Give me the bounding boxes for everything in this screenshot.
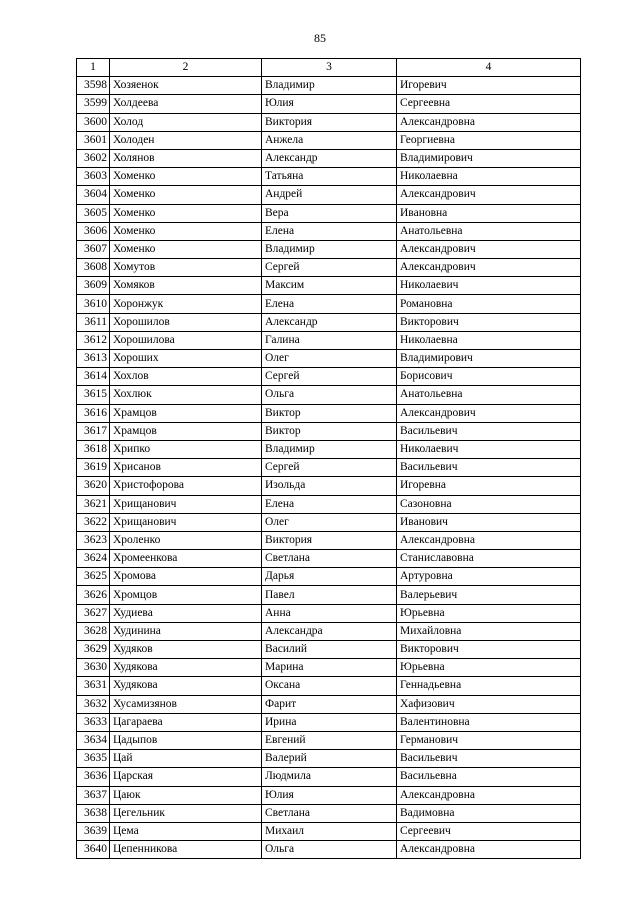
patronymic-cell: Николаевна [397, 168, 581, 186]
names-table [76, 58, 581, 859]
surname-cell: Хохлюк [110, 386, 262, 404]
table-row [77, 841, 581, 859]
first-name-cell: Павел [262, 586, 397, 604]
surname-cell: Храмцов [110, 404, 262, 422]
surname-cell: Хоменко [110, 240, 262, 258]
patronymic-cell: Николаевич [397, 440, 581, 458]
patronymic-cell: Владимирович [397, 149, 581, 167]
surname-cell: Худякова [110, 659, 262, 677]
table-row [77, 768, 581, 786]
first-name-cell: Олег [262, 350, 397, 368]
row-number-cell: 3634 [77, 731, 110, 749]
first-name-cell: Виктор [262, 422, 397, 440]
row-number-cell: 3611 [77, 313, 110, 331]
surname-cell: Цай [110, 750, 262, 768]
table-row [77, 622, 581, 640]
row-number-cell: 3619 [77, 459, 110, 477]
patronymic-cell: Станиславовна [397, 550, 581, 568]
row-number-cell: 3605 [77, 204, 110, 222]
table-row [77, 677, 581, 695]
first-name-cell: Вера [262, 204, 397, 222]
table-row [77, 586, 581, 604]
row-number-cell: 3601 [77, 131, 110, 149]
header-row [77, 59, 581, 77]
patronymic-cell: Николаевна [397, 331, 581, 349]
patronymic-cell: Васильевич [397, 750, 581, 768]
surname-cell: Худяков [110, 641, 262, 659]
surname-cell: Цегельник [110, 804, 262, 822]
first-name-cell: Анна [262, 604, 397, 622]
first-name-cell: Юлия [262, 95, 397, 113]
table-row [77, 440, 581, 458]
surname-cell: Храмцов [110, 422, 262, 440]
table-row [77, 422, 581, 440]
surname-cell: Цема [110, 822, 262, 840]
surname-cell: Хрищанович [110, 513, 262, 531]
row-number-cell: 3614 [77, 368, 110, 386]
column-header-4: 4 [397, 59, 581, 77]
patronymic-cell: Викторович [397, 641, 581, 659]
first-name-cell: Галина [262, 331, 397, 349]
surname-cell: Хромцов [110, 586, 262, 604]
patronymic-cell: Васильевич [397, 459, 581, 477]
patronymic-cell: Александрович [397, 404, 581, 422]
table-row [77, 477, 581, 495]
table-row [77, 222, 581, 240]
row-number-cell: 3628 [77, 622, 110, 640]
first-name-cell: Александр [262, 313, 397, 331]
row-number-cell: 3599 [77, 95, 110, 113]
surname-cell: Цагараева [110, 713, 262, 731]
table-row [77, 350, 581, 368]
row-number-cell: 3623 [77, 531, 110, 549]
surname-cell: Хромова [110, 568, 262, 586]
patronymic-cell: Александровна [397, 531, 581, 549]
surname-cell: Хомутов [110, 259, 262, 277]
first-name-cell: Юлия [262, 786, 397, 804]
patronymic-cell: Юрьевна [397, 659, 581, 677]
patronymic-cell: Викторович [397, 313, 581, 331]
row-number-cell: 3615 [77, 386, 110, 404]
surname-cell: Хрисанов [110, 459, 262, 477]
table-row [77, 695, 581, 713]
row-number-cell: 3632 [77, 695, 110, 713]
table-row [77, 822, 581, 840]
surname-cell: Хусамизянов [110, 695, 262, 713]
first-name-cell: Светлана [262, 550, 397, 568]
first-name-cell: Елена [262, 222, 397, 240]
first-name-cell: Изольда [262, 477, 397, 495]
first-name-cell: Ирина [262, 713, 397, 731]
table-row [77, 295, 581, 313]
patronymic-cell: Геннадьевна [397, 677, 581, 695]
first-name-cell: Владимир [262, 240, 397, 258]
table-row [77, 641, 581, 659]
patronymic-cell: Михайловна [397, 622, 581, 640]
patronymic-cell: Валентиновна [397, 713, 581, 731]
surname-cell: Хохлов [110, 368, 262, 386]
table-row [77, 131, 581, 149]
row-number-cell: 3637 [77, 786, 110, 804]
surname-cell: Христофорова [110, 477, 262, 495]
row-number-cell: 3627 [77, 604, 110, 622]
patronymic-cell: Романовна [397, 295, 581, 313]
row-number-cell: 3629 [77, 641, 110, 659]
first-name-cell: Евгений [262, 731, 397, 749]
table-row [77, 786, 581, 804]
first-name-cell: Фарит [262, 695, 397, 713]
first-name-cell: Оксана [262, 677, 397, 695]
first-name-cell: Ольга [262, 841, 397, 859]
row-number-cell: 3622 [77, 513, 110, 531]
table-row [77, 550, 581, 568]
first-name-cell: Ольга [262, 386, 397, 404]
first-name-cell: Анжела [262, 131, 397, 149]
row-number-cell: 3621 [77, 495, 110, 513]
first-name-cell: Дарья [262, 568, 397, 586]
patronymic-cell: Анатольевна [397, 386, 581, 404]
first-name-cell: Андрей [262, 186, 397, 204]
patronymic-cell: Юрьевна [397, 604, 581, 622]
surname-cell: Цадыпов [110, 731, 262, 749]
table-row [77, 659, 581, 677]
table-row [77, 513, 581, 531]
patronymic-cell: Вадимовна [397, 804, 581, 822]
row-number-cell: 3635 [77, 750, 110, 768]
first-name-cell: Татьяна [262, 168, 397, 186]
surname-cell: Хроленко [110, 531, 262, 549]
patronymic-cell: Владимирович [397, 350, 581, 368]
patronymic-cell: Васильевна [397, 768, 581, 786]
row-number-cell: 3606 [77, 222, 110, 240]
row-number-cell: 3607 [77, 240, 110, 258]
row-number-cell: 3624 [77, 550, 110, 568]
row-number-cell: 3609 [77, 277, 110, 295]
patronymic-cell: Валерьевич [397, 586, 581, 604]
surname-cell: Хомяков [110, 277, 262, 295]
patronymic-cell: Артуровна [397, 568, 581, 586]
first-name-cell: Александра [262, 622, 397, 640]
table-row [77, 331, 581, 349]
patronymic-cell: Георгиевна [397, 131, 581, 149]
first-name-cell: Сергей [262, 459, 397, 477]
row-number-cell: 3613 [77, 350, 110, 368]
table-row [77, 77, 581, 95]
table-row [77, 240, 581, 258]
row-number-cell: 3638 [77, 804, 110, 822]
table-row [77, 186, 581, 204]
surname-cell: Холянов [110, 149, 262, 167]
row-number-cell: 3603 [77, 168, 110, 186]
first-name-cell: Виктория [262, 113, 397, 131]
row-number-cell: 3610 [77, 295, 110, 313]
patronymic-cell: Александрович [397, 240, 581, 258]
row-number-cell: 3600 [77, 113, 110, 131]
table-row [77, 95, 581, 113]
column-header-1: 1 [77, 59, 110, 77]
patronymic-cell: Игоревна [397, 477, 581, 495]
table-row [77, 713, 581, 731]
patronymic-cell: Николаевич [397, 277, 581, 295]
table-row [77, 568, 581, 586]
surname-cell: Хоменко [110, 168, 262, 186]
first-name-cell: Елена [262, 495, 397, 513]
row-number-cell: 3626 [77, 586, 110, 604]
surname-cell: Худякова [110, 677, 262, 695]
table-row [77, 750, 581, 768]
row-number-cell: 3604 [77, 186, 110, 204]
patronymic-cell: Борисович [397, 368, 581, 386]
patronymic-cell: Александровна [397, 113, 581, 131]
surname-cell: Царская [110, 768, 262, 786]
table-row [77, 204, 581, 222]
row-number-cell: 3636 [77, 768, 110, 786]
surname-cell: Хороших [110, 350, 262, 368]
surname-cell: Холоден [110, 131, 262, 149]
table-row [77, 531, 581, 549]
surname-cell: Худиева [110, 604, 262, 622]
row-number-cell: 3612 [77, 331, 110, 349]
table-body [77, 77, 581, 859]
surname-cell: Хоменко [110, 204, 262, 222]
row-number-cell: 3630 [77, 659, 110, 677]
patronymic-cell: Александровна [397, 841, 581, 859]
row-number-cell: 3617 [77, 422, 110, 440]
patronymic-cell: Анатольевна [397, 222, 581, 240]
first-name-cell: Сергей [262, 368, 397, 386]
surname-cell: Хрищанович [110, 495, 262, 513]
first-name-cell: Виктория [262, 531, 397, 549]
patronymic-cell: Сергеевна [397, 95, 581, 113]
first-name-cell: Сергей [262, 259, 397, 277]
table-row [77, 277, 581, 295]
patronymic-cell: Игоревич [397, 77, 581, 95]
first-name-cell: Марина [262, 659, 397, 677]
table-row [77, 168, 581, 186]
table-row [77, 459, 581, 477]
page-number: 85 [314, 31, 326, 45]
table-row [77, 149, 581, 167]
row-number-cell: 3625 [77, 568, 110, 586]
first-name-cell: Елена [262, 295, 397, 313]
row-number-cell: 3618 [77, 440, 110, 458]
table-row [77, 113, 581, 131]
surname-cell: Хоменко [110, 186, 262, 204]
surname-cell: Цаюк [110, 786, 262, 804]
table-row [77, 259, 581, 277]
surname-cell: Холдеева [110, 95, 262, 113]
patronymic-cell: Сергеевич [397, 822, 581, 840]
first-name-cell: Александр [262, 149, 397, 167]
surname-cell: Хорошилов [110, 313, 262, 331]
table-row [77, 313, 581, 331]
row-number-cell: 3640 [77, 841, 110, 859]
row-number-cell: 3633 [77, 713, 110, 731]
row-number-cell: 3598 [77, 77, 110, 95]
patronymic-cell: Хафизович [397, 695, 581, 713]
surname-cell: Худинина [110, 622, 262, 640]
first-name-cell: Валерий [262, 750, 397, 768]
table-row [77, 368, 581, 386]
row-number-cell: 3602 [77, 149, 110, 167]
surname-cell: Хоронжук [110, 295, 262, 313]
first-name-cell: Владимир [262, 440, 397, 458]
patronymic-cell: Александрович [397, 259, 581, 277]
surname-cell: Хозяенок [110, 77, 262, 95]
table-row [77, 804, 581, 822]
patronymic-cell: Васильевич [397, 422, 581, 440]
surname-cell: Холод [110, 113, 262, 131]
column-header-3: 3 [262, 59, 397, 77]
row-number-cell: 3616 [77, 404, 110, 422]
first-name-cell: Владимир [262, 77, 397, 95]
row-number-cell: 3631 [77, 677, 110, 695]
patronymic-cell: Сазоновна [397, 495, 581, 513]
patronymic-cell: Александровна [397, 786, 581, 804]
patronymic-cell: Ивановна [397, 204, 581, 222]
surname-cell: Цепенникова [110, 841, 262, 859]
first-name-cell: Людмила [262, 768, 397, 786]
first-name-cell: Виктор [262, 404, 397, 422]
patronymic-cell: Германович [397, 731, 581, 749]
table-row [77, 604, 581, 622]
table-row [77, 495, 581, 513]
surname-cell: Хоменко [110, 222, 262, 240]
patronymic-cell: Иванович [397, 513, 581, 531]
first-name-cell: Василий [262, 641, 397, 659]
surname-cell: Хорошилова [110, 331, 262, 349]
first-name-cell: Светлана [262, 804, 397, 822]
first-name-cell: Олег [262, 513, 397, 531]
first-name-cell: Михаил [262, 822, 397, 840]
patronymic-cell: Александрович [397, 186, 581, 204]
column-header-2: 2 [110, 59, 262, 77]
surname-cell: Хрипко [110, 440, 262, 458]
first-name-cell: Максим [262, 277, 397, 295]
row-number-cell: 3639 [77, 822, 110, 840]
surname-cell: Хромеенкова [110, 550, 262, 568]
table-row [77, 404, 581, 422]
table-row [77, 731, 581, 749]
row-number-cell: 3620 [77, 477, 110, 495]
row-number-cell: 3608 [77, 259, 110, 277]
table-row [77, 386, 581, 404]
